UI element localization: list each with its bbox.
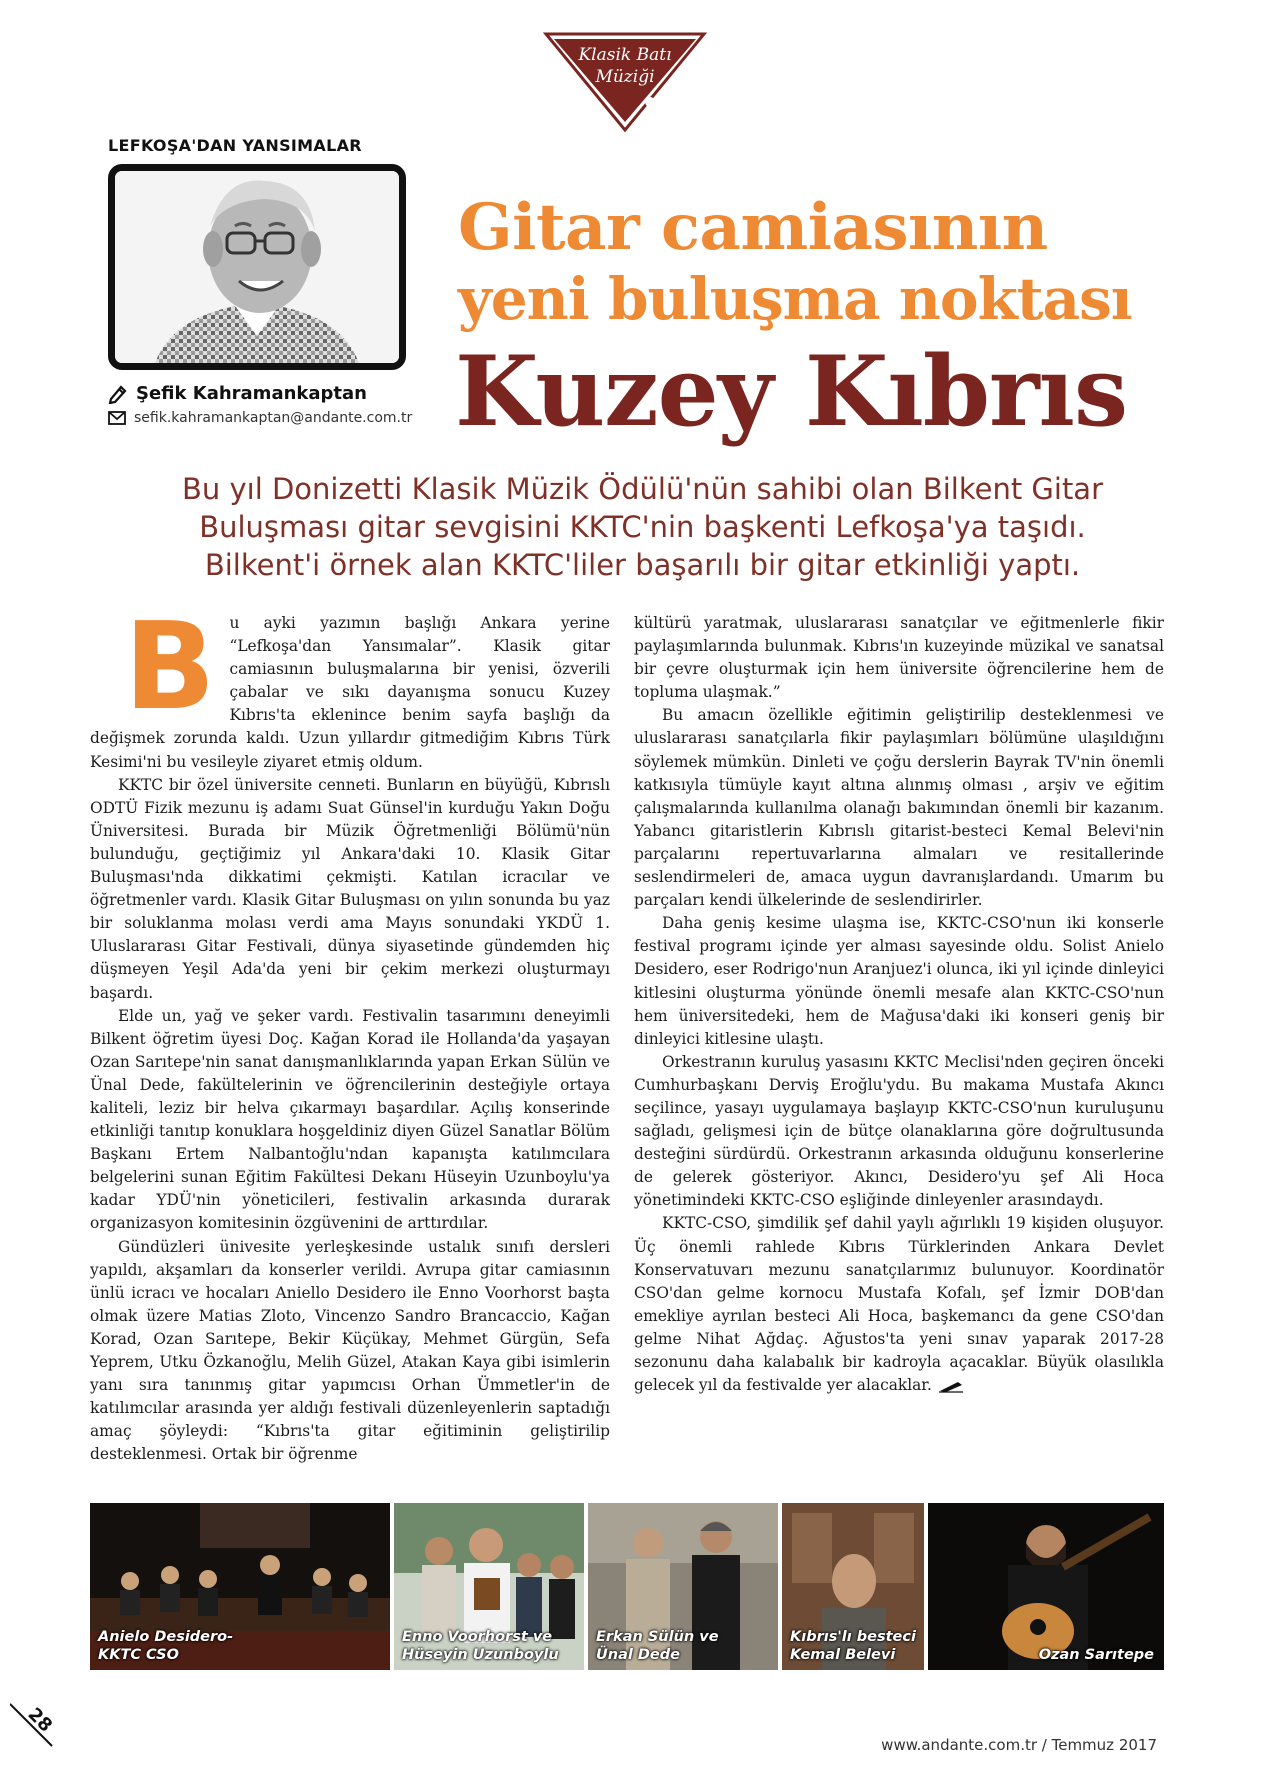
- envelope-icon: [108, 411, 126, 425]
- intro-line-3: Bilkent'i örnek alan KKTC'liler başarılı bir gitar etkinliği yaptı.: [204, 548, 1081, 582]
- paragraph: Bu amacın özellikle eğitimin geliştirilip desteklenmesi ve uluslararası sanatçılarla fikir paylaşımları bölümüne ulaşıldığını söylemek mümkün. Dinleti ve çoğu derslerin Bayrak TV'nin önemli katkısıyla tümüyle kayıt altına alınmış olması , arşiv ve eğitim çalışmalarında kullanılma olanağı bakımından önemli bir kazanım. Yabancı gitaristlerin Kıbrıslı gitarist-besteci Kemal Belevi'nin parçalarını repertuvarlarına almaları ve resitallerinde seslendirmeleri de, amaca uygun davranışlardandı. Umarım bu parçaları kendi ülkelerinde de seslendirirler.: [634, 706, 1164, 910]
- intro-line-2: Buluşması gitar sevgisini KKTC'nin başkenti Lefkoşa'ya taşıdı.: [199, 510, 1086, 544]
- caption-line: Enno Voorhorst ve: [402, 1629, 553, 1645]
- intro-line-1: Bu yıl Donizetti Klasik Müzik Ödülü'nün sahibi olan Bilkent Gitar: [181, 472, 1104, 506]
- body-column-1: [90, 598, 610, 1466]
- author-portrait: [108, 164, 406, 370]
- page-number: 28: [23, 1703, 57, 1737]
- badge-line1: Klasik Batı: [578, 45, 672, 65]
- section-badge: [540, 30, 710, 135]
- caption-line: Kıbrıs'lı besteci: [790, 1629, 916, 1645]
- paragraph: Elde un, yağ ve şeker vardı. Festivalin tasarımını deneyimli Bilkent öğretim üyesi Doç. Kağan Korad ile Hollanda'da yaşayan Ozan Sarıtepe'nin sanat danışmanlıklarında yapan Erkan Sülün ve Ünal Dede, fakültelerinin ve öğrencilerinin desteğiyle ortaya kaliteli, leziz bir helva çıkarmayı başardılar. Açılış konserinde etkinliği tanıtıp konuklara hoşgeldiniz diyen Güzel Sanatlar Bölüm Başkanı Ertem Nalbantoğlu'ndan kapanışta katılımcılara belgelerini sunan Eğitim Fakültesi Dekanı Hüseyin Uzunboylu'ya kadar YDÜ'nin yöneticileri, festivalin arkasında durarak organizasyon komitesinin özgüvenini de arttırdılar.: [90, 1006, 610, 1233]
- badge-dot-icon: [645, 97, 655, 107]
- paragraph: Gündüzleri ünivesite yerleşkesinde ustalık sınıfı dersleri yapıldı, akşamları da konserler verildi. Avrupa gitar camiasının ünlü icracı ve hocaları Aniello Desidero ile Enno Voorhorst başta olmak üzere Matias Zloto, Vincenzo Sandro Brancaccio, Kağan Korad, Ozan Sarıtepe, Bekir Küçükay, Mehmet Gürgün, Sefa Yeprem, Utku Özkanoğlu, Melih Güzel, Atakan Kaya gibi isimlerin yanı sıra tanınmış gitar yapımcısı Orhan Ümmetler'in de katılımcılar arasında yer aldığı festivali düzenleyenlerin saptadığı amaç şöyleydi: “Kıbrıs'ta gitar eğitiminin geliştirilip desteklenmesi. Ortak bir öğrenme: [90, 1237, 610, 1464]
- paragraph: KKTC bir özel üniversite cenneti. Bunların en büyüğü, Kıbrıslı ODTÜ Fizik mezunu iş adamı Suat Günsel'in kurduğu Yakın Doğu Üniversitesi. Burada bir Müzik Öğretmenliği Bölümü'nün bulunduğu, geçtiğimiz yıl Ankara'daki 10. Klasik Gitar Buluşması'nda dikkatimi çekmişti. Katılan icracılar ve öğretmenler vardı. Klasik Gitar Buluşması on yılın sonunda bu yaz bir soluklanma molası verdi ama Mayıs sonundaki YKDÜ 1. Uluslararası Gitar Festivali, dünya siyasetinde gündemden hiç düşmeyen Yeşil Ada'da yeni bir çekim merkezi oluşturmayı başardı.: [90, 775, 610, 1002]
- photo-caption: [790, 1628, 916, 1664]
- paragraph-last: [634, 1212, 1164, 1397]
- badge-line2: Müziği: [595, 67, 655, 87]
- drop-cap: B: [124, 598, 216, 737]
- paragraph: kültürü yaratmak, uluslararası sanatçılar ve eğitmenlerle fikir paylaşımlarında bulunmak. Kıbrıs'ın kuzeyinde müzikal ve sanatsal bir çevre oluşturmak için hem üniversite öğrencilerine hem de topluma ulaşmak.”: [634, 614, 1164, 702]
- photo-caption: [596, 1628, 719, 1664]
- photo-composer: [782, 1503, 924, 1670]
- intro-lead: [80, 470, 1205, 584]
- title-line-3: Kuzey Kıbrıs: [455, 335, 1128, 448]
- caption-line: KKTC CSO: [98, 1647, 179, 1663]
- paragraph-text: KKTC-CSO, şimdilik şef dahil yaylı ağırlıklı 19 kişiden oluşuyor. Üç önemli rahlede Kıbrıs Türklerinden Ankara Devlet Konservatuvarı mezunu sanatçılarımız bulunuyor. Koordinatör CSO'dan gelme kornocu Mustafa Kofalı, şef İzmir DOB'dan emekliye ayrılan besteci Ali Hoca, başkemancı da gene CSO'dan gelme Nihat Ağdaç. Ağustos'ta yeni sınav yaparak 2017-28 sezonunu daha kalabalık bir kadroyla açacaklar. Büyük olasılıkla gelecek yıl da festivalde yer alacaklar.: [634, 1214, 1164, 1395]
- author-name: Şefik Kahramankaptan: [136, 383, 367, 404]
- pencil-icon: [108, 384, 128, 404]
- photo-caption: [98, 1628, 233, 1664]
- page-number-corner: [10, 1700, 60, 1750]
- photo-orchestra: [90, 1503, 390, 1670]
- title-line-2: yeni buluşma noktası: [458, 265, 1132, 333]
- caption-line: Anielo Desidero-: [98, 1629, 234, 1645]
- author-photo-illustration: [115, 171, 399, 363]
- author-email[interactable]: sefik.kahramankaptan@andante.com.tr: [134, 410, 413, 426]
- caption-line: Ünal Dede: [596, 1647, 680, 1663]
- end-mark-pen-icon: [938, 1379, 964, 1393]
- caption-line: Kemal Belevi: [790, 1647, 896, 1663]
- photo-organizers: [588, 1503, 778, 1670]
- caption-line: Erkan Sülün ve: [596, 1629, 719, 1645]
- body-column-2: [634, 612, 1164, 1397]
- caption-line: Ozan Sarıtepe: [1038, 1647, 1154, 1663]
- paragraph: u ayki yazımın başlığı Ankara yerine “Lefkoşa'dan Yansımalar”. Klasik gitar camiasının buluşmalarına bir yenisi, özverili çabalar ve sıkı dayanışma sonucu Kuzey Kıbrıs'ta eklenince benim sayfa başlığı da değişmek zorunda kaldı. Uzun yıllardır gitmediğim Kıbrıs Türk Kesimi'ni bu vesileyle ziyaret etmiş oldum.: [90, 614, 610, 771]
- paragraph: Daha geniş kesime ulaşma ise, KKTC-CSO'nun iki konserle festival programı içinde yer alması sayesinde oldu. Solist Anielo Desidero, eser Rodrigo'nun Aranjuez'i olunca, iki yıl içinde dinleyici kitlesini oluşturma yönünde önemli mesafe alan KKTC-CSO'nun hem üniversitedeki, hem de Mağusa'daki iki konseri geniş bir dinleyici kitlesine ulaştı.: [634, 914, 1164, 1048]
- title-line-1: Gitar camiasının: [458, 190, 1048, 265]
- column-name: LEFKOŞA'DAN YANSIMALAR: [108, 136, 362, 155]
- photo-caption: [402, 1628, 559, 1664]
- author-byline: [108, 383, 367, 404]
- photo-guitarist-illustration: [928, 1503, 1164, 1670]
- paragraph: Orkestranın kuruluş yasasını KKTC Meclisi'nden geçiren önceki Cumhurbaşkanı Derviş Eroğlu'ydu. Bu makama Mustafa Akıncı seçilince, yasayı uygulamaya başlayıp KKTC-CSO'nun kuruluşunu sağladı, gelişmesi için de bütçe olanaklarına göre doğrultusunda desteğini sürdürdü. Orkestranın arkasında olduğunu konserlerine de gelerek gösteriyor. Akıncı, Desidero'yu şef Ali Hoca yönetimindeki KKTC-CSO eşliğinde dinleyenler arasındaydı.: [634, 1052, 1164, 1210]
- photo-award: [394, 1503, 584, 1670]
- caption-line: Hüseyin Uzunboylu: [402, 1647, 559, 1663]
- footer-credit: www.andante.com.tr / Temmuz 2017: [881, 1736, 1157, 1754]
- photo-caption: [1039, 1646, 1154, 1664]
- photo-guitarist: [928, 1503, 1164, 1670]
- author-email-row: [108, 410, 412, 426]
